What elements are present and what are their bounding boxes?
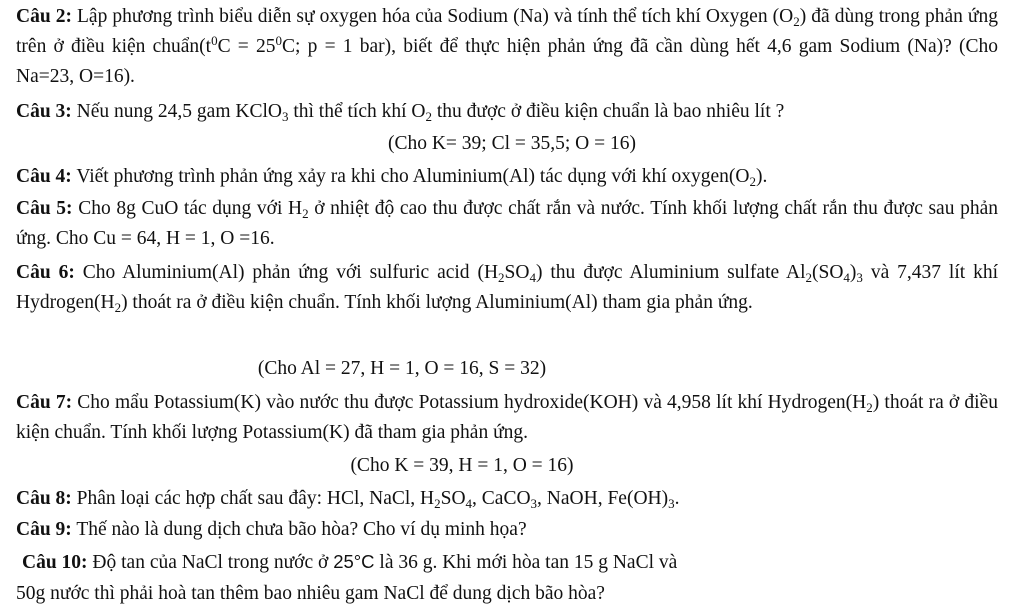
question-10-temperature: 25°C	[333, 551, 375, 572]
question-6	[16, 258, 998, 318]
question-4-label: Câu 4:	[16, 166, 72, 187]
question-6-text-b: SO	[504, 262, 530, 283]
question-9-label: Câu 9:	[16, 519, 72, 540]
question-5-label: Câu 5:	[16, 198, 73, 219]
question-4-sub-a: 2	[749, 174, 756, 189]
question-6-text-g: ) thoát ra ở điều kiện chuẩn. Tính khối lượng Aluminium(Al) tham gia phản ứng.	[121, 292, 753, 313]
question-8-sub-d: 3	[668, 496, 675, 511]
question-2-label: Câu 2:	[16, 6, 72, 27]
question-8-sub-a: 2	[434, 496, 441, 511]
question-6-text-e: )	[849, 262, 857, 283]
question-9-text: Thế nào là dung dịch chưa bão hòa? Cho ví dụ minh họa?	[71, 519, 527, 540]
question-9	[16, 515, 998, 545]
question-6-text-f: và 7,437 lít khí Hydrogen(H	[16, 262, 998, 313]
question-8-text-a: Phân loại các hợp chất sau đây: HCl, NaCl, H	[71, 488, 435, 509]
question-6-sub-c: 2	[805, 270, 812, 285]
question-2-sub-a: 2	[793, 14, 800, 29]
question-3-sub-a: 3	[281, 109, 289, 124]
question-6-label: Câu 6:	[16, 262, 75, 283]
question-7	[16, 388, 998, 448]
question-10-text-b: là 36 g. Khi mới hòa tan 15 g NaCl và	[374, 552, 678, 573]
question-5-sub-a: 2	[302, 206, 309, 221]
question-2-text-a: Lập phương trình biểu diễn sự oxygen hóa của Sodium (Na) và tính thể tích khí Oxygen (O	[71, 6, 794, 27]
question-6-sub-e: 3	[856, 270, 863, 285]
question-8-sub-b: 4	[465, 496, 473, 511]
question-8	[16, 484, 998, 514]
question-6-given-values: (Cho Al = 27, H = 1, O = 16, S = 32)	[257, 358, 547, 379]
question-2-text-c: C = 25	[217, 36, 276, 57]
question-7-given-values: (Cho K = 39, H = 1, O = 16)	[350, 455, 574, 476]
question-8-label: Câu 8:	[16, 488, 72, 509]
question-3-given-values: (Cho K= 39; Cl = 35,5; O = 16)	[387, 133, 637, 154]
question-6-sub-a: 2	[498, 270, 505, 285]
question-10-line-2: 50g nước thì phải hoà tan thêm bao nhiêu gam NaCl để dung dịch bão hòa?	[16, 583, 605, 604]
question-3-sub-b: 2	[425, 109, 432, 124]
question-10-label: Câu 10:	[22, 552, 88, 573]
question-6-text-d: (SO	[811, 262, 844, 283]
question-10-text-a: Độ tan của NaCl trong nước ở	[87, 552, 334, 573]
question-6-sub-b: 4	[529, 270, 536, 285]
question-4-text-a: Viết phương trình phản ứng xảy ra khi cho Aluminium(Al) tác dụng với khí oxygen(O	[71, 166, 750, 187]
question-2-degree-2: 0	[275, 33, 282, 48]
question-8-text-e: .	[674, 488, 680, 509]
question-7-sub-a: 2	[866, 400, 873, 415]
question-5-text-b: ở nhiệt độ cao thu được chất rắn và nước. Tính khối lượng chất rắn thu được sau phản ứng. Cho Cu = 64, H = 1, O =16.	[16, 198, 999, 249]
question-8-text-c: , CaCO	[472, 488, 531, 509]
question-5-text-a: Cho 8g CuO tác dụng với H	[72, 198, 303, 219]
question-6-text-a: Cho Aluminium(Al) phản ứng với sulfuric acid (H	[74, 262, 499, 283]
question-2-degree-1: 0	[211, 33, 218, 48]
question-8-sub-c: 3	[530, 496, 538, 511]
question-6-sub-f: 2	[114, 300, 122, 315]
question-3	[16, 97, 998, 127]
question-3-text-b: thì thể tích khí O	[288, 101, 426, 122]
question-8-text-b: SO	[440, 488, 466, 509]
question-6-text-c: ) thu được Aluminium sulfate Al	[535, 262, 806, 283]
question-7-text-b: ) thoát ra ở điều kiện chuẩn. Tính khối lượng Potassium(K) đã tham gia phản ứng.	[16, 392, 998, 443]
question-10	[22, 547, 1004, 578]
question-2-text-d: C; p = 1 bar), biết để thực hiện phản ứng đã cần dùng hết 4,6 gam Sodium (Na)? (Cho Na=23, O=16).	[16, 36, 998, 87]
question-4	[16, 162, 998, 192]
question-3-text-c: thu được ở điều kiện chuẩn là bao nhiêu lít ?	[431, 101, 785, 122]
question-4-text-b: ).	[755, 166, 768, 187]
question-2-text-b: ) đã dùng trong phản ứng trên ở điều kiện chuẩn(t	[16, 6, 998, 57]
question-7-label: Câu 7:	[16, 392, 73, 413]
question-5	[16, 194, 998, 254]
question-6-sub-d: 4	[843, 270, 850, 285]
question-3-label: Câu 3:	[16, 101, 72, 122]
question-3-text-a: Nếu nung 24,5 gam KClO	[71, 101, 282, 122]
question-2	[16, 2, 998, 92]
question-8-text-d: , NaOH, Fe(OH)	[537, 488, 669, 509]
question-7-text-a: Cho mẩu Potassium(K) vào nước thu được Potassium hydroxide(KOH) và 4,958 lít khí Hydrogen(H	[72, 392, 867, 413]
